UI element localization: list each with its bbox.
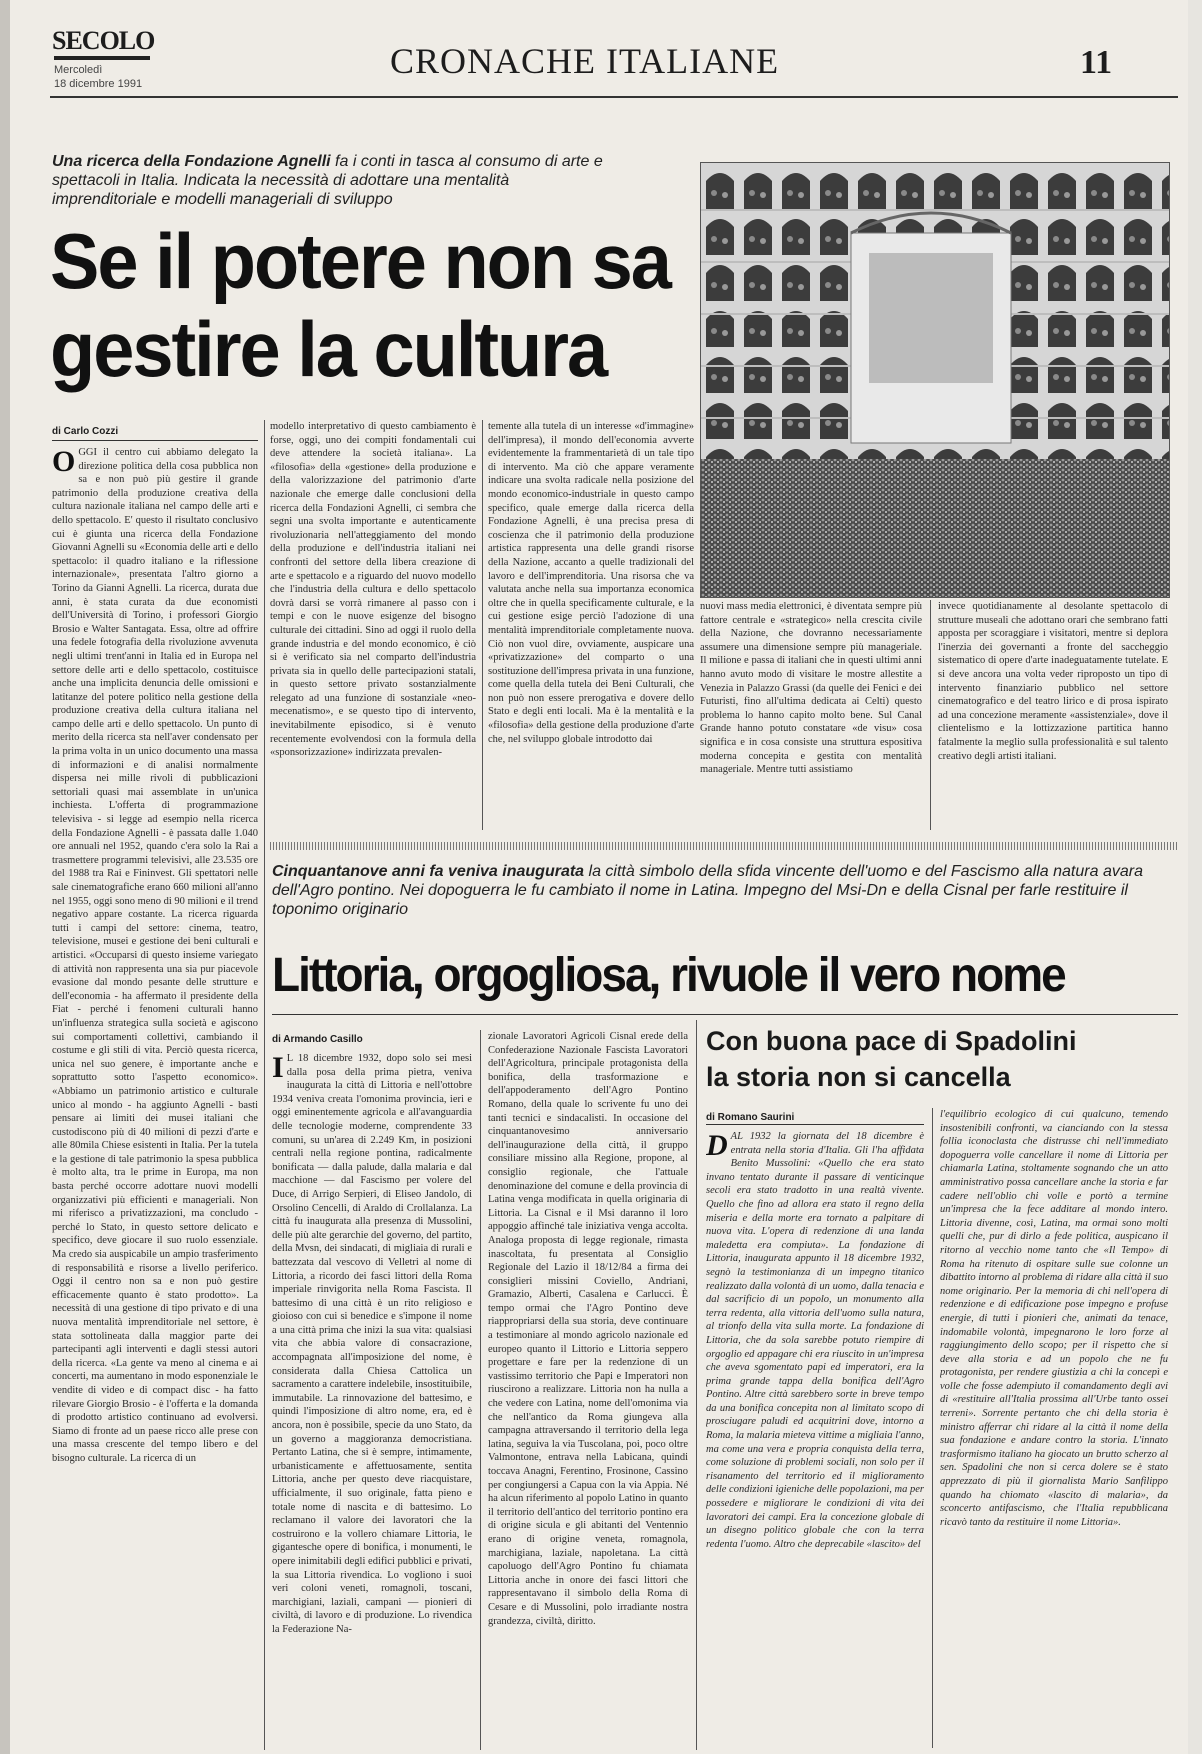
- column-rule: [480, 1030, 481, 1750]
- logo-bar: [54, 56, 150, 60]
- section-title: CRONACHE ITALIANE: [390, 41, 780, 81]
- box-column-1-text: AL 1932 la giornata del 18 dicembre è entrata nella storia d'Italia. Gli l'ha affidata Benito Mussolini: «Quello che era stato invano tentato durante il passare di venticinque secoli era stato tradotto in una realtà vivente. Quello che fino ad allora era stato il regno della miseria e della morte era tornato a palpitare di nuova vita. L'opera di redenzione di una landa maledetta era compiuta». La fondazione di Littoria, inaugurata appunto il 18 dicembre 1932, segnò la testimonianza di un impegno titanico realizzato dalla volontà di un uomo, dalla tenacia e dal sacrificio di un popolo, un monumento alla terra redenta, alla vittoria dell'uomo sulla natura, al trionfo della vita sulla morte. La fondazione di Littoria, che da sola sarebbe potuto riempire di orgoglio ed appagare chi era riuscito in un'impresa che aveva sgomentato papi ed imperatori, era la prima grande tappa della bonifica dell'Agro Pontino. Altre città sarebbero sorte in breve tempo da una bonifica concepita non al limitato scopo di prosciugare paludi ed acquitrini dove, intorno a Roma, la malaria mieteva vittime a migliaia l'anno, ma come una vera e propria conquista della terra, come soluzione di problemi sociali, non solo per il risanamento del territorio ed il miglioramento delle condizioni igieniche delle popolazioni, ma per possedere e migliorare le condizioni di vita dei lavoratori dei campi. Era la concezione globale di un disegno politico globale che con la terra redenta l'uomo. Altro che deprecabile «lascito» del: [706, 1131, 924, 1550]
- newspaper-page: [10, 0, 1188, 1754]
- column-rule: [482, 420, 483, 830]
- article1-column-2: modello interpretativo di questo cambiamento è forse, oggi, uno dei compiti fondamentali cui deve attendere la società italiana». La «filosofia» della «gestione» della produzione e della valorizzazione del patrimonio d'arte nazionale che emerge dalle conclusioni della ricerca della Fondazioni Agnelli, ci sembra che segni una svolta importante e autenticamente rivoluzionaria nell'atteggiamento del mondo della produzione e dell'industria italiani nei confronti del settore della libera creazione di arte e spettacolo e a riguardo del nuovo modello che l'industria della cultura e dello spettacolo dovrà darsi se vorrà rimanere al passo con i tempi e con le nuove esigenze del bisogno culturale dei cittadini. Sino ad oggi il ruolo della grande industria e del mondo economico, è ciò si è verificato sia nel comparto dell'industria privata sia in quello delle partecipazioni statali, in questo settore privato sostanzialmente relegato ad una funzione di sostanziale «neo-mecenatismo», e se questo tipo di intervento, inevitabilmente episodico, si è venuto recentemente evolvendosi con la formula della «sponsorizzazione» indirizzata prevalen-: [270, 421, 476, 759]
- masthead-rule: [50, 96, 1178, 98]
- article2-byline: di Armando Casillo: [272, 1034, 363, 1045]
- article2-column-1: [272, 1052, 472, 1748]
- article1-kicker: [52, 152, 612, 209]
- article1-dropcap: O: [52, 446, 76, 478]
- article1-byline-rule: [52, 440, 258, 441]
- masthead: [10, 0, 1188, 100]
- article1-column-1: [52, 446, 258, 1746]
- box-column-2: l'equilibrio ecologico di cui qualcuno, temendo insostenibili confronti, va cianciando con la stessa follia iconoclasta che distrusse chi nell'immediato dopoguerra volle cancellare il nome di Littoria per chiamarla Latina, stoltamente sognando che un atto amministrativo possa cancellare anche la storia e far cadere nell'oblio chi volle e portò a termine un'impresa che la fece additare al mondo intero. Littoria divenne, così, Latina, ma ormai sono molti quelli che, pur di dirlo a fede politica, auspicano il ritorno al vecchio nome tanto che «Il Tempo» di Roma ha ritenuto di ospitare sulle sue colonne un dibattito intorno al problema di ridare alla città il suo nome originario. Per la memoria di chi nell'opera di redenzione e di edificazione pose impegno e profuse energie, di tutti i pionieri che, animati da tenace, indomabile volontà, impegnarono le loro forze al raggiungimento dello scopo; per il rispetto che si deve alla storia e ad un popolo che ne fu protagonista, per rendere giustizia a chi la concepì e volle che fosse adempiuto il comandamento degli avi di «restituire all'Italia prossima all'Urbe tanto ossei terreni». Sorrente pertanto che chi della storia è ministro afferrar chi ridare al la città il nome della sua fondazione e andare contro la storia. L'innato trasformismo italiano ha giocato un brutto scherzo al sen. Spadolini che non si cerca dolere se è stato apprezzato di più il giornalista Mario Sanfilippo quando ha chiomato «lascito di malaria», da sconcerto antifascismo, che l'Italia repubblicana ricavò tanto da restituire il nome Littoria».: [940, 1109, 1168, 1528]
- article2-column-2: zionale Lavoratori Agricoli Cisnal erede della Confederazione Nazionale Fascista Lavoratori dell'Agricoltura, principale protagonista della bonifica, della trasformazione e dell'appoderamento dell'Agro Pontino Romano, della quale lo scrivente fu uno dei tanti tecnici e sindacalisti. In occasione del cinquantanovesimo anniversario dell'inaugurazione della città, il gruppo consiliare missino alla Regione, propone, al consiglio regionale, che l'attuale denominazione del comune e della provincia di Latina venga modificata in quella originaria di Littoria. La Cisnal e il Msi daranno il loro appoggio affinché tale iniziativa venga accolta. Analoga proposta di legge regionale, rimasta inascoltata, fu presentata al Consiglio Regionale del Lazio il 18/12/84 a firma dei consiglieri missini Coviello, Andriani, Gramazio, Alberti, Casalena e Carlucci. È tempo ormai che l'Agro Pontino deve riappropriarsi della sua storia, deve continuare a testimoniare al mondo agricolo nazionale ed europeo quanto il Littorio e Littoria seppero progettare e fare per la redenzione di un vastissimo territorio che Papi e Imperatori non riuscirono a realizzare. Littoria non ha nulla a che vedere con Latina, nome dell'omonima via che nell'antico da Roma giungeva alla campagna attraversando il territorio della lega latina, seguiva la via Tuscolana, poi, poco oltre Valmontone, entrava nella Labicana, quindi toccava Anagni, Ferentino, Frosinone, Cassino per congiungersi a Capua con la via Appia. Né ha alcun riferimento al popolo Latino in quanto il territorio dell'antico del territorio pontino era di origine sicula e gli abitanti del Ventennio erano di origine veneta, romagnola, marchigiana, laziale, napoletana. La città capoluogo dell'Agro Pontino fu chiamata Littoria anche in onore dei fasci littori che rappresentavano il simbolo della Roma di Cesare e di Mussolini, polo irradiante nostra grandezza, civiltà, diritto.: [488, 1031, 688, 1627]
- article1-kicker-bold: Una ricerca della Fondazione Agnelli: [52, 153, 331, 170]
- scan-edge-right: [1188, 0, 1202, 1754]
- article1-photo-theatre: [700, 162, 1170, 598]
- article1-headline-line1: Se il potere non sa: [50, 217, 670, 305]
- article2-column-1-text: L 18 dicembre 1932, dopo solo sei mesi dalla posa della prima pietra, veniva inaugurata la città di Littoria e nell'ottobre 1934 veniva creata l'omonima provincia, ieri e oggi eminentemente agricola e all'avanguardia delle tecnologie moderne, comprendente 33 comuni, su un'area di 2.249 Km, in posizioni centrali nella regione pontina, radicalmente bonificata — dalla palude, dalla malaria e dal macchione — dal Fascismo per volere del Duce, di Arrigo Serpieri, di Eliseo Jandolo, di Orsolino Cencelli, di Araldo di Crollalanza. La città fu inaugurata alla presenza di Mussolini, delle più alte gerarchie del governo, del partito, della Mvsn, dei sindacati, di migliaia di rurali e battezzata dal vescovo di Velletri al nome di Littoria, a ricordo dei fasci littori della Roma imperiale rinvigorita nella Roma Fascista. Il battesimo di una città è un rito religioso e gioioso con cui si benedice e s'impone il nome a una città prima che inizi la sua vita: qualsiasi vita che abbia valore di consacrazione, accompagnata all'imposizione del nome, è considerata dalla Chiesa Cattolica un sacramento a carattere indelebile, insostituibile, immutabile. La rinnovazione del battesimo, e quindi l'imposizione di altro nome, era, ed è ancora, non è possibile, specie da uno Stato, da un governo a maggioranza democristiana. Pertanto Latina, che si è sempre, intimamente, urbanisticamente e affettuosamente, sentita Littoria, anche per questo deve riacquistare, ufficialmente, il suo originale, fatta pieno e totale nome di nascita e di battesimo. Lo reclamano il valore dei lavoratori che la costruirono e la vollero chiamare Littoria, le gigantesche opere di bonifica, i monumenti, le opere inimitabili degli edifici pubblici e privati, la sua Littoria rivendica. Lo vogliono i suoi veri coloni veneti, romagnoli, toscani, marchigiani, laziali, campani — pionieri di civiltà, di lavoro e di produzione. Lo rivendica la Federazione Na-: [272, 1053, 472, 1635]
- box-headline-line2: la storia non si cancella: [706, 1062, 1011, 1092]
- box-byline-rule: [706, 1124, 924, 1125]
- section-divider: [270, 842, 1178, 850]
- article2-kicker-bold: Cinquantanove anni fa veniva inaugurata: [272, 863, 585, 880]
- box-byline: di Romano Saurini: [706, 1112, 795, 1123]
- scan-edge-left: [0, 0, 10, 1754]
- box-column-1: [706, 1130, 924, 1748]
- column-rule: [696, 1020, 697, 1750]
- article1-headline-line2: gestire la cultura: [50, 305, 607, 393]
- article2-dropcap: I: [272, 1052, 284, 1084]
- masthead-date: 18 dicembre 1991: [54, 78, 143, 90]
- box-dropcap: D: [706, 1130, 728, 1162]
- column-rule: [930, 600, 931, 830]
- article2-kicker-text: la città simbolo della sfida vincente dell'uomo e del Fascismo alla natura avara dell'Agro pontino. Nei dopoguerra le fu cambiato il nome in Latina. Impegno del Msi-Dn e della Cisnal per farle restituire il toponimo originario: [272, 863, 1143, 918]
- article2-kicker: [272, 862, 1172, 919]
- column-rule: [264, 420, 265, 1750]
- box-headline-line1: Con buona pace di Spadolini: [706, 1026, 1077, 1056]
- newspaper-logo: SECOLO: [52, 26, 155, 55]
- masthead-weekday: Mercoledì: [54, 64, 103, 76]
- article1-column-1-text: GGI il centro cui abbiamo delegato la direzione politica della cosa pubblica non sa e non può più gestire il grande patrimonio della produzione creativa della cultura nazionale italiana nel campo delle arti e dello spettacolo. E' questo il risultato conclusivo cui è giunta una ricerca della Fondazione Giovanni Agnelli su «Economia delle arti e dello spettacolo: il quadro italiano e la riflessione internazionale», presentata l'altro giorno a Torino da Gianni Agnelli. La ricerca, durata due anni, è stata curata da due economisti dell'Università di Torino, i professori Giorgio Brosio e Walter Santagata. Essa, oltre ad offrire una fedele fotografia della rivoluzione avvenuta negli ultimi trent'anni in Italia ed in Europa nel settore delle arti e dello spettacolo, costituisce anche una implicita denuncia delle omissioni e latitanze del potere politico nella gestione della produzione creativa della cultura italiana nel campo delle arti e dello spettacolo. Un punto di merito della ricerca sta nell'aver condensato per la prima volta in un unico documento una massa di informazioni e di analisi normalmente dispersa nei mille rivoli di pubblicazioni settoriali quasi mai assemblate in un'unica inchiesta. L'offerta di programmazione televisiva - si legge ad esempio nella ricerca della Fondazione Agnelli - è passata dalle 1.040 ore annuali nel 1952, quando c'era solo la Rai a trasmettere programmi televisivi, alle 23.535 ore del 1988 tra Rai e Fininvest. Gli spettatori nelle sale cinematografiche erano 660 milioni all'anno nel 1955, oggi sono meno di 90 milioni e il trend negativo appare costante. La ricerca riguarda tutti i campi del settore: cinema, teatro, televisione, musei e gestione dei beni culturali e artistici. «Occuparsi di questo insieme variegato di attività non rappresenta una sia pur piacevole evasione dal mondo pesante delle strutture e dell'economia - ha affermato il presidente della Fiat - perché i fenomeni culturali hanno un'influenza strategica sulla società e agiscono sui comportamenti collettivi, cambiando il costume e gli stili di vita. Perciò questa ricerca, unica nel suo genere, è importante anche e soprattutto sotto l'aspetto economico». «Abbiamo un patrimonio artistico e culturale unico al mondo - ha aggiunto Agnelli - basti pensare ai limiti dei musei italiani che custodiscono più di 40 milioni di pezzi d'arte e alle 80mila Chiese esistenti in Italia. Per la tutela e la gestione di tale patrimonio la spesa pubblica è molto alta, tra le prime in Europa, ma non basta perché occorre adottare nuovi modelli organizzativi più efficienti e manageriali. Non mi riferisco a privatizzazioni, ma concludo - perché lo Stato, in questo settore delicato e specifico, deve giocare il suo ruolo essenziale. Ma credo sia auspicabile un ampio trasferimento di responsabilità e risorse a livello periferico. Oggi il centro non sa e non può gestire efficacemente quanto è stato prodotto». La necessità di una gestione di tipo privato e di una nuova mentalità imprenditoriale nel settore, è stata sottolineata dalla maggior parte dei partecipanti agli interventi e dagli stessi autori della ricerca. «La gente va meno al cinema e ai concerti, ma aumentano in modo esponenziale le vendite di video e di compact disc - ha fatto rilevare Giorgio Brosio - è l'offerta e la domanda di prodotto artistico continuano ad evolversi. Siamo di fronte ad un paese ricco alle prese con una massa crescente del tempo libero e del bisogno culturale. La ricerca di un: [52, 447, 258, 1464]
- article2-top-rule: [272, 1014, 1178, 1015]
- column-rule: [932, 1108, 933, 1748]
- article1-column-3: temente alla tutela di un interesse «d'immagine» dell'impresa), il mondo dell'economia avverte evidentemente la frammentarietà di un tale tipo di intervento. Ma ciò che appare veramente indicare una svolta radicale nella posizione del mondo economico-industriale in questo campo specifico, quale emerge dalla ricerca della Fondazione Agnelli, è una precisa presa di coscienza che il patrimonio della produzione artistica rappresenta una delle grandi risorse della Nazione, accanto a quelle tradizionali del lavoro e dell'imprenditoria. Una risorsa che va valutata anche nella sua importanza economica oltre che in quella specificamente culturale, e la cui gestione esige perciò l'adozione di una mentalità imprenditoriale completamente nuova. Ciò non vuol dire, ovviamente, auspicare una «privatizzazione» del comparto o una sostituzione dell'impresa privata in una funzione, come quella della tutela dei Beni Culturali, che non può non essere prerogativa e dovere dello Stato e degli enti locali. Ma è la mentalità e la «filosofia» della gestione della produzione d'arte che, nel sviluppo globale introdotto dai: [488, 421, 694, 745]
- article2-headline: Littoria, orgogliosa, rivuole il vero nome: [272, 946, 1065, 1002]
- page-number: 11: [1080, 44, 1113, 81]
- article1-column-5: invece quotidianamente al desolante spettacolo di strutture museali che adottano orari che sembrano fatti apposta per scoraggiare i visitatori, mentre si deplora l'inerzia dei governanti a fronte del saccheggio sistematico di opere d'arte inadeguatamente tutelate. E si deve ancora una volta veder riproposto un tipo di intervento finanziario pubblico nel settore cinematografico e del teatro lirico e di prosa ispirato ad una concezione meramente «assistenziale», dove il clientelismo e la lottizzazione partitica hanno fatalmente la meglio sulla professionalità e sul talento creativo degli artisti italiani.: [938, 601, 1168, 762]
- article1-byline: di Carlo Cozzi: [52, 426, 119, 437]
- article1-kicker-text: fa i conti in tasca al consumo di arte e spettacoli in Italia. Indicata la necessità di adottare una mentalità imprenditoriale e modelli manageriali di sviluppo: [52, 153, 603, 208]
- article1-column-4: nuovi mass media elettronici, è diventata sempre più fattore centrale e «strategico» nella crescita civile della Nazione, che dovranno necessariamente assumere una dimensione sempre più manageriale. Il milione e passa di italiani che in questi ultimi anni hanno avuto modo di visitare le mostre allestite a Venezia in Palazzo Grassi (da quelle dei Fenici e dei Futuristi, fino all'ultima dedicata ai Celti) questo problema lo hanno capito molto bene. Sul Canal Grande hanno potuto constatare «de visu» cosa significa e in cosa consiste una struttura espositiva moderna concepita e gestita con mentalità manageriale. Mentre tutti assistiamo: [700, 601, 922, 776]
